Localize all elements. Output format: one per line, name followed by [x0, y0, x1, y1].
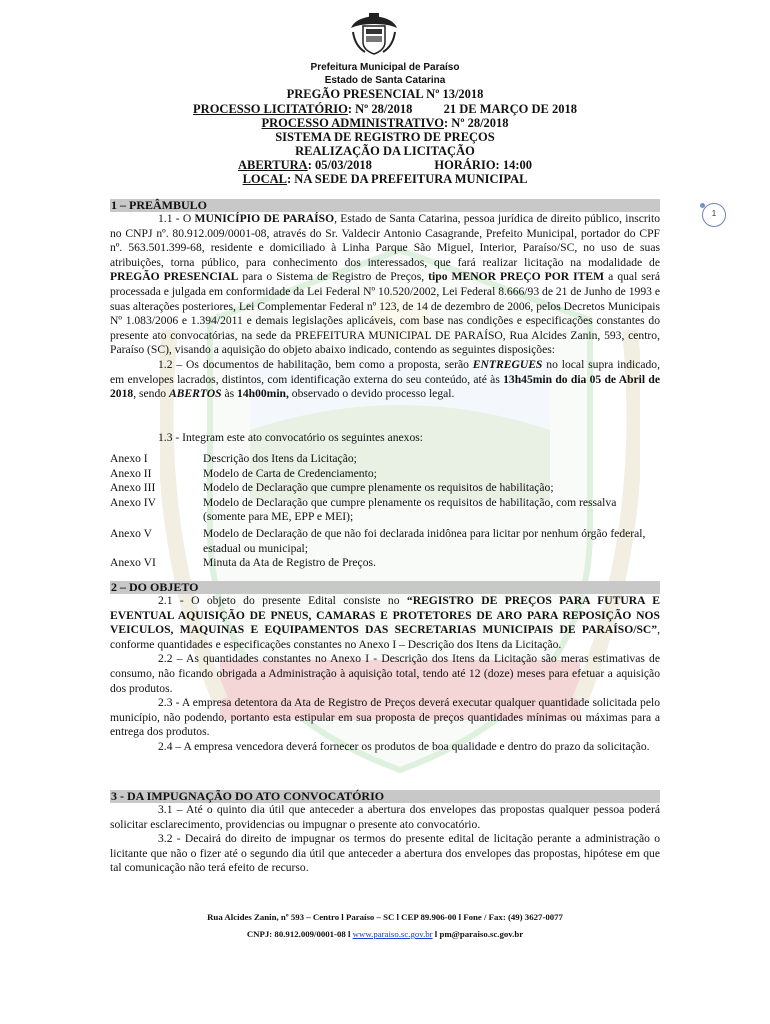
paragraph-3-2: 3.2 - Decairá do direito de impugnar os termos do presente edital de licitação perante a administração o licitante que não o fizer até o segundo dia útil que anteceder a abertura dos envelopes das propostas, hipótese em que tal comunicação não terá efeito de recurso.: [110, 832, 660, 875]
section-2-title: 2 – DO OBJETO: [110, 581, 660, 594]
paragraph-2-2: 2.2 – As quantidades constantes no Anexo I - Descrição dos Itens da Licitação são meras estimativas de consumo, não ficando obrigada a Administração à aquisição total, tendo até 12 (doze) meses para efetuar a aquisição dos produtos.: [110, 652, 660, 695]
footer-contact: CNPJ: 80.912.009/0001-08 l www.paraiso.sc.gov.br l pm@paraiso.sc.gov.br: [246, 929, 524, 939]
annex-list: [110, 452, 660, 571]
section-1-body: [110, 212, 660, 402]
section-3-title: 3 - DA IMPUGNAÇÃO DO ATO CONVOCATÓRIO: [110, 790, 660, 803]
processo-lic-value: : Nº 28/2018 21 DE MARÇO DE 2018: [347, 102, 577, 116]
header-sistema: SISTEMA DE REGISTRO DE PREÇOS: [275, 130, 495, 144]
header-prefeitura: Prefeitura Municipal de Paraíso: [310, 62, 460, 73]
section-1-title: 1 – PREÂMBULO: [110, 199, 660, 212]
local-value: : NA SEDE DA PREFEITURA MUNICIPAL: [287, 172, 528, 186]
paragraph-1-2: 1.2 – Os documentos de habilitação, bem como a proposta, serão ENTREGUES no local supra indicado, em envelopes lacrados, distintos, com identificação externa do seu conteúdo, até às 13h45min do dia 05 de Abril de 2018, sendo ABERTOS às 14h00min, observado o devido processo legal.: [110, 357, 660, 401]
list-item: Anexo I Descrição dos Itens da Licitação;: [110, 452, 357, 465]
list-item: Anexo II Modelo de Carta de Credenciamento;: [110, 466, 377, 480]
paragraph-2-4: 2.4 – A empresa vencedora deverá fornecer os produtos de boa qualidade e dentro do prazo da solicitação.: [158, 739, 650, 753]
abertura-value: : 05/03/2018 HORÁRIO: 14:00: [307, 158, 533, 172]
list-item: Anexo III Modelo de Declaração que cumpre plenamente os requisitos de habilitação;: [110, 481, 554, 495]
processo-lic-label: PROCESSO LICITATÓRIO: [193, 102, 348, 116]
section-3-body: [110, 803, 660, 876]
page-number-badge[interactable]: 1: [702, 203, 726, 227]
footer-address: Rua Alcides Zanin, nº 593 – Centro l Paraíso – SC l CEP 89.906-00 l Fone / Fax: (49) 3627-0077: [207, 912, 563, 922]
header-estado: Estado de Santa Catarina: [324, 75, 446, 86]
abertura-label: ABERTURA: [237, 158, 308, 172]
header-processo-licitatorio: [0, 102, 770, 117]
header-pregao: PREGÃO PRESENCIAL Nº 13/2018: [286, 87, 484, 101]
list-item: Anexo V Modelo de Declaração de que não foi declarada inidônea para licitar por nenhum órgão federal, estadual ou municipal;: [110, 526, 646, 555]
paragraph-3-1: 3.1 – Até o quinto dia útil que anteceder a abertura dos envelopes das propostas qualquer pessoa poderá solicitar esclarecimento, providencias ou impugnar o presente ato convocatório.: [110, 803, 660, 831]
paragraph-2-3: 2.3 - A empresa detentora da Ata de Registro de Preços deverá executar qualquer quantidade solicitada pelo município, não podendo, portanto esta estipular em sua proposta de preços quantidades mínimas ou máximas para a entrega dos produtos.: [110, 696, 660, 739]
website-link[interactable]: www.paraiso.sc.gov.br: [352, 929, 433, 939]
header-local: [0, 172, 770, 187]
header-abertura: [0, 158, 770, 173]
processo-adm-label: PROCESSO ADMINISTRATIVO: [261, 116, 444, 130]
municipal-crest-icon: [349, 12, 399, 56]
header-realizacao: REALIZAÇÃO DA LICITAÇÃO: [295, 144, 475, 158]
local-label: LOCAL: [242, 172, 288, 186]
header-processo-administrativo: [0, 116, 770, 131]
paragraph-2-1: 2.1 - O objeto do presente Edital consiste no “REGISTRO DE PREÇOS PARA FUTURA E EVENTUAL AQUISIÇÃO DE PNEUS, CAMARAS E PROTETORES DE ARO PARA REPOSIÇÃO NOS VEICULOS, MAQUINAS E EQUIPAMENTOS DAS SECRETARIAS MUNICIPAIS DE PARAÍSO/SC”, conforme quantidades e especificações constantes no Anexo I – Descrição dos Itens da Licitação.: [110, 594, 660, 651]
paragraph-1-3: 1.3 - Integram este ato convocatório os seguintes anexos:: [158, 431, 423, 444]
list-item: Anexo IV Modelo de Declaração que cumpre plenamente os requisitos de habilitação, com ressalva (somente para ME, EPP e MEI);: [110, 495, 617, 524]
section-2-body: [110, 594, 660, 755]
paragraph-1-1: 1.1 - O MUNICÍPIO DE PARAÍSO, Estado de Santa Catarina, pessoa jurídica de direito público, inscrito no CNPJ nº. 80.912.009/0001-08, através do Sr. Valdecir Antonio Casagrande, Prefeito Municipal, portador do CPF nº. 563.501.399-68, residente e domiciliado à Linha Parque São Miguel, Interior, Paraíso/SC, no uso de suas atribuições, torna público, para conhecimento dos interessados, que fará realizar licitação na modalidade de PREGÃO PRESENCIAL para o Sistema de Registro de Preços, tipo MENOR PREÇO POR ITEM a qual será processada e julgada em conformidade da Lei Federal Nº 10.520/2002, Lei Federal 8.666/93 de 21 de Junho de 1993 e suas alterações posteriores, Lei Complementar Federal nº 123, de 14 de dezembro de 2006, pelos Decretos Municipais Nº 1.083/2006 e 1.394/2011 e demais legislações aplicáveis, com base nas condições e especificações constantes do presente ato convocatórias, na sede da PREFEITURA MUNICIPAL DE PARAÍSO, Rua Alcides Zanin, 593, centro, Paraíso (SC), visando a aquisição do objeto abaixo indicado, contendo as seguintes disposições:: [110, 212, 660, 357]
processo-adm-value: : Nº 28/2018: [444, 116, 509, 130]
list-item: Anexo VI Minuta da Ata de Registro de Preços.: [110, 556, 376, 570]
